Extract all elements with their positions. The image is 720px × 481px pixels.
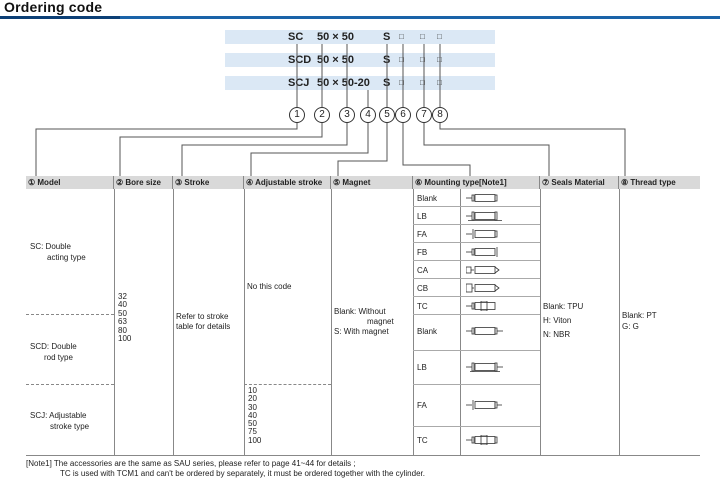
mounting-label: FA	[417, 230, 427, 239]
header-seals-material: ⑦ Seals Material	[540, 176, 619, 189]
seals-nbr: N: NBR	[543, 330, 571, 339]
code-size: 50 × 50-20	[317, 77, 370, 89]
mounting-label: TC	[417, 302, 428, 311]
cylinder-double-clevis-icon	[466, 283, 504, 293]
magnet-line1: Blank: Without	[334, 307, 386, 316]
bore-size: 63	[118, 317, 127, 327]
mounting-row-line	[413, 384, 540, 385]
code-suffix: S	[383, 54, 391, 66]
column-divider	[540, 189, 541, 455]
position-number: 5	[379, 107, 395, 123]
bore-size: 80	[118, 325, 127, 335]
table-bottom	[26, 455, 700, 456]
code-box: □	[420, 78, 425, 87]
code-box: □	[437, 55, 442, 64]
mounting-label: FA	[417, 401, 427, 410]
cylinder-rear-flange-icon	[466, 247, 504, 257]
cylinder-double-rod-foot-icon	[466, 362, 504, 372]
magnet-line2: magnet	[367, 317, 394, 326]
stroke-line1: Refer to stroke	[176, 312, 229, 321]
adjustable-value: 100	[248, 435, 262, 445]
code-box: □	[399, 78, 404, 87]
column-divider	[331, 189, 332, 455]
adjustable-value: 50	[248, 419, 257, 429]
cylinder-front-flange-icon	[466, 229, 504, 239]
mounting-label: CA	[417, 266, 429, 275]
adjustable-none: No this code	[247, 282, 292, 291]
mounting-row-line	[413, 296, 540, 297]
code-prefix: SC	[288, 31, 304, 43]
column-divider	[460, 189, 461, 455]
mounting-label: Blank	[417, 194, 438, 203]
seals-viton: H: Viton	[543, 316, 572, 325]
code-box: □	[399, 55, 404, 64]
position-number: 1	[289, 107, 305, 123]
cylinder-adjustable-flange-icon	[466, 400, 504, 410]
bore-size: 50	[118, 308, 127, 318]
mounting-label: CB	[417, 284, 429, 293]
adjustable-value: 75	[248, 427, 257, 437]
adjustable-value: 40	[248, 410, 257, 420]
model-sc-line2: acting type	[47, 253, 86, 262]
code-box: □	[437, 78, 442, 87]
code-box: □	[399, 32, 404, 41]
stroke-line2: table for details	[176, 322, 231, 331]
mounting-row-line	[413, 242, 540, 243]
position-number: 3	[339, 107, 355, 123]
model-scj-line2: stroke type	[50, 422, 90, 431]
code-suffix: S	[383, 77, 391, 89]
column-divider	[619, 189, 620, 455]
bore-size-list	[118, 293, 131, 343]
code-size: 50 × 50	[317, 54, 355, 66]
mounting-row-line	[413, 314, 540, 315]
bore-size: 100	[118, 334, 132, 344]
header-stroke: ③ Stroke	[173, 176, 244, 189]
adjustable-value: 10	[248, 386, 257, 395]
thread-pt: Blank: PT	[622, 311, 657, 320]
note-line1: [Note1] The accessories are the same as SAU series, please refer to page 41~44 for details ;	[26, 459, 356, 468]
code-box: □	[437, 32, 442, 41]
adjustable-value: 30	[248, 402, 257, 412]
cylinder-double-rod-icon	[466, 326, 504, 336]
page-title: Ordering code	[4, 0, 103, 15]
model-sc-line1: SC: Double	[30, 242, 71, 251]
position-number: 4	[360, 107, 376, 123]
code-box: □	[420, 32, 425, 41]
code-size: 50 × 50	[317, 31, 355, 43]
cylinder-adjustable-trunnion-icon	[466, 435, 504, 445]
bore-size: 32	[118, 292, 127, 301]
mounting-row-line	[413, 206, 540, 207]
header-thread-type: ⑧ Thread type	[619, 176, 700, 189]
header-model: ① Model	[26, 176, 114, 189]
cylinder-basic-icon	[466, 193, 504, 203]
model-scj-line1: SCJ: Adjustable	[30, 411, 87, 420]
magnet-line3: S: With magnet	[334, 327, 389, 336]
code-prefix: SCJ	[288, 77, 310, 89]
header-magnet: ⑤ Magnet	[331, 176, 413, 189]
code-prefix: SCD	[288, 54, 312, 66]
model-scd-line2: rod type	[44, 353, 73, 362]
column-divider	[244, 189, 245, 455]
header-bore-size: ② Bore size	[114, 176, 173, 189]
cylinder-trunnion-icon	[466, 301, 504, 311]
position-number: 2	[314, 107, 330, 123]
seals-tpu: Blank: TPU	[543, 302, 584, 311]
mounting-label: TC	[417, 436, 428, 445]
mounting-label: FB	[417, 248, 428, 257]
bore-size: 40	[118, 300, 127, 310]
mounting-row-line	[413, 260, 540, 261]
mounting-label: LB	[417, 212, 427, 221]
mounting-row-line	[413, 278, 540, 279]
mounting-row-line	[413, 350, 540, 351]
model-separator	[26, 314, 114, 315]
mounting-label: LB	[417, 363, 427, 372]
adjustable-values	[248, 387, 261, 445]
model-separator	[26, 384, 114, 385]
mounting-row-line	[413, 224, 540, 225]
position-number: 8	[432, 107, 448, 123]
cylinder-clevis-icon	[466, 265, 504, 275]
model-scd-line1: SCD: Double	[30, 342, 77, 351]
code-box: □	[420, 55, 425, 64]
adjustable-value: 20	[248, 394, 257, 404]
thread-g: G: G	[622, 322, 639, 331]
column-divider	[173, 189, 174, 455]
note-line2: TC is used with TCM1 and can't be ordered by separately, it must be ordered together with the cylinder.	[60, 469, 425, 478]
mounting-label: Blank	[417, 327, 438, 336]
adjustable-separator	[244, 384, 331, 385]
position-number: 7	[416, 107, 432, 123]
cylinder-foot-icon	[466, 211, 504, 221]
mounting-row-line	[413, 426, 540, 427]
position-number: 6	[395, 107, 411, 123]
header-adjustable-stroke: ④ Adjustable stroke	[244, 176, 331, 189]
column-divider	[114, 189, 115, 455]
header-mounting-type: ⑥ Mounting type[Note1]	[413, 176, 540, 189]
code-suffix: S	[383, 31, 391, 43]
column-divider	[413, 189, 414, 455]
